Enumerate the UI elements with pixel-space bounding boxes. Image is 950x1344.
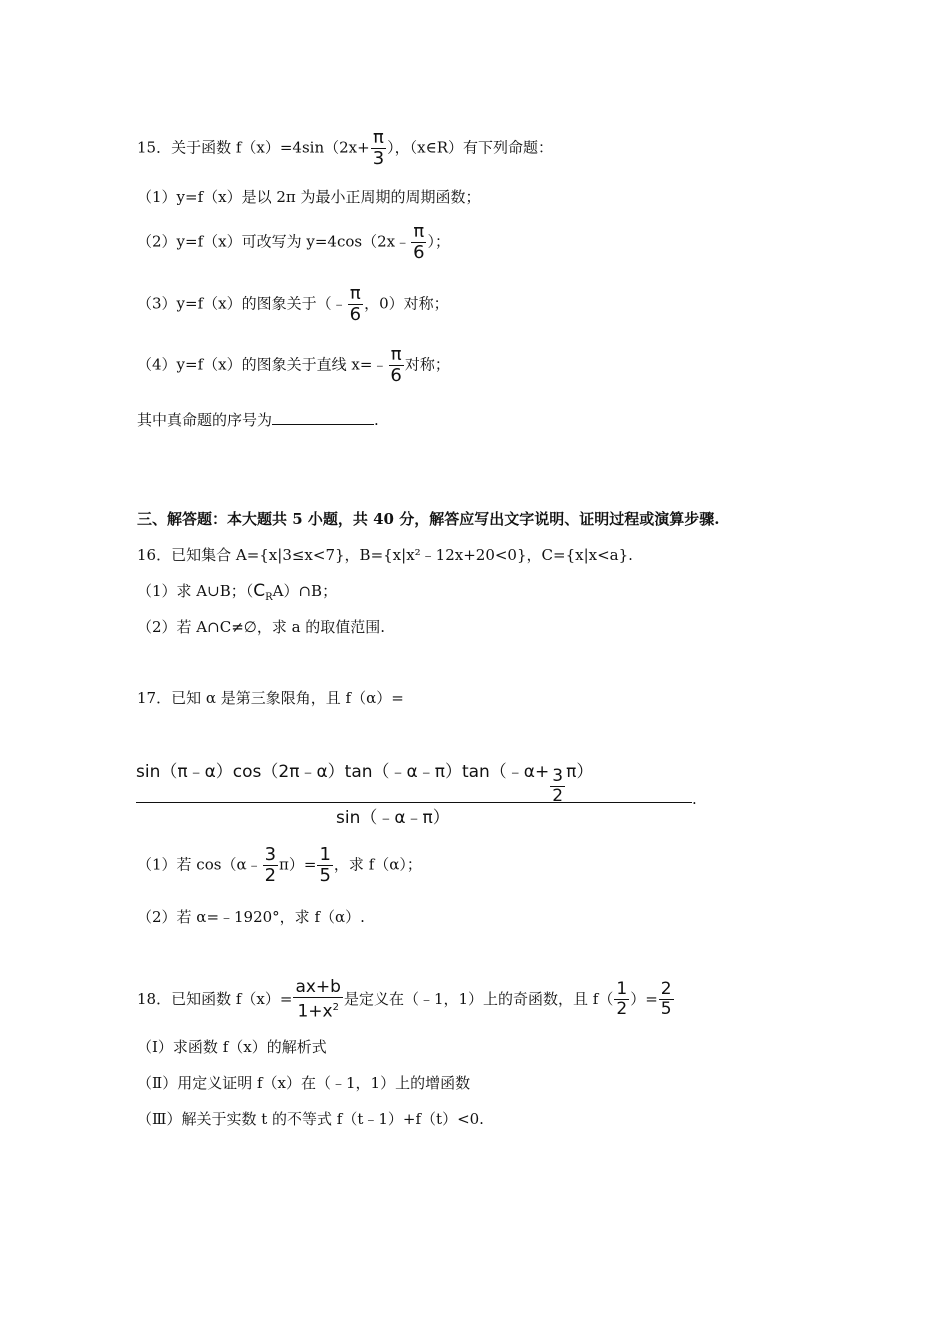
q16-p1-post: A）∩B； [272,582,338,600]
q15-p4-fraction [388,345,403,386]
fraction-denominator: 6 [349,304,362,325]
q15-p2-post: ）； [427,232,451,251]
q18-stem-eq: ）= [630,989,658,1008]
fraction-numerator: 2 [660,979,672,1000]
fraction-denominator: 2 [616,999,628,1020]
q17-numerator [136,760,692,806]
q17-p1-fraction-2 [317,845,332,886]
q15-p4-post: 对称； [404,355,450,374]
fraction-denominator: 5 [319,865,331,886]
fraction-numerator: ax+b [295,977,341,997]
q18-den-exponent: 2 [332,1002,339,1013]
q18-value-fraction [659,980,674,1019]
q17-expression-end: . [692,790,697,808]
q18-stem [137,978,675,1022]
q15-proposition-2 [137,222,450,263]
q15-proposition-4 [137,345,450,386]
q17-expression [136,760,696,834]
q15-stem-fraction [371,128,386,169]
fraction-denominator [295,998,341,1022]
q17-num-fraction [550,767,565,806]
q15-p4-pre: （4）y=f（x）的图象关于直线 x=﹣ [137,355,388,374]
fraction-numerator: 1 [319,844,331,865]
q17-p1-post: ，求 f（α）； [333,855,422,874]
q17-denominator: sin（﹣α﹣π） [336,808,450,828]
section-heading: 三、解答题：本大题共 5 小题，共 40 分，解答应写出文字说明、证明过程或演算步骤. [137,510,720,528]
q16-part-1 [137,581,337,608]
q16-stem: 16．已知集合 A={x|3≤x<7}，B={x|x²﹣12x+20<0}，C={x|x<a}. [137,546,633,564]
fraction-denominator: 6 [390,365,402,386]
q17-p1-fraction-1 [263,845,278,886]
q15-p2-fraction [411,222,426,263]
q15-p3-post: ，0）对称； [364,294,449,313]
q17-num-pre: sin（π﹣α）cos（2π﹣α）tan（﹣α﹣π）tan（﹣α+ [136,762,550,782]
q18-half-fraction [614,980,629,1019]
q15-stem-post: ），（x∈R）有下列命题： [387,138,554,157]
q15-stem [137,128,553,169]
q15-proposition-1: （1）y=f（x）是以 2π 为最小正周期的周期函数； [137,188,481,206]
answer-blank[interactable] [272,408,374,425]
fraction-numerator: π [413,221,425,242]
q16-part-2: （2）若 A∩C≠∅，求 a 的取值范围. [137,618,386,636]
q17-p1-mid: π）= [279,855,317,874]
q17-part-1 [137,845,422,886]
fraction-denominator: 6 [413,242,425,263]
q15-stem-pre: 15．关于函数 f（x）=4sin（2x+ [137,138,370,157]
q18-stem-mid: 是定义在（﹣1，1）上的奇函数，且 f（ [343,989,614,1008]
q18-den-base: 1+x [297,1001,333,1022]
fraction-numerator: π [390,344,402,365]
q15-p3-fraction [348,284,363,325]
q16-p1-pre: （1）求 A∪B；（ [137,582,254,600]
fraction-denominator: 2 [264,865,277,886]
q18-part-1: （Ⅰ）求函数 f（x）的解析式 [137,1038,327,1056]
fraction-numerator: π [373,127,384,148]
fraction-numerator: 3 [264,844,277,865]
q17-num-post: π） [566,762,594,782]
fraction-numerator: 1 [616,979,628,1000]
q15-p2-pre: （2）y=f（x）可改写为 y=4cos（2x﹣ [137,232,411,251]
q18-part-2: （Ⅱ）用定义证明 f（x）在（﹣1，1）上的增函数 [137,1074,471,1092]
q15-proposition-3 [137,284,449,325]
fraction-denominator: 3 [372,148,385,169]
fraction-denominator: 5 [660,999,672,1020]
complement-subscript: R [265,592,273,603]
q18-stem-pre: 18．已知函数 f（x）= [137,989,293,1008]
q15-ask-end: . [374,411,379,429]
q17-part-2: （2）若 α=﹣1920°，求 f（α）. [137,908,365,926]
q17-stem: 17．已知 α 是第三象限角，且 f（α）= [137,689,404,707]
q15-ask [137,408,379,430]
q18-function-fraction [293,978,343,1022]
complement-symbol: C [253,581,266,601]
fraction-numerator: π [349,283,361,304]
fraction-numerator: 3 [552,766,564,786]
q15-ask-text: 其中真命题的序号为 [137,411,273,429]
q17-p1-pre: （1）若 cos（α﹣ [137,855,262,874]
fraction-denominator: 2 [552,786,564,806]
fraction-bar [136,802,692,803]
q18-part-3: （Ⅲ）解关于实数 t 的不等式 f（t﹣1）+f（t）<0. [137,1110,484,1128]
q15-p3-pre: （3）y=f（x）的图象关于（﹣ [137,294,347,313]
